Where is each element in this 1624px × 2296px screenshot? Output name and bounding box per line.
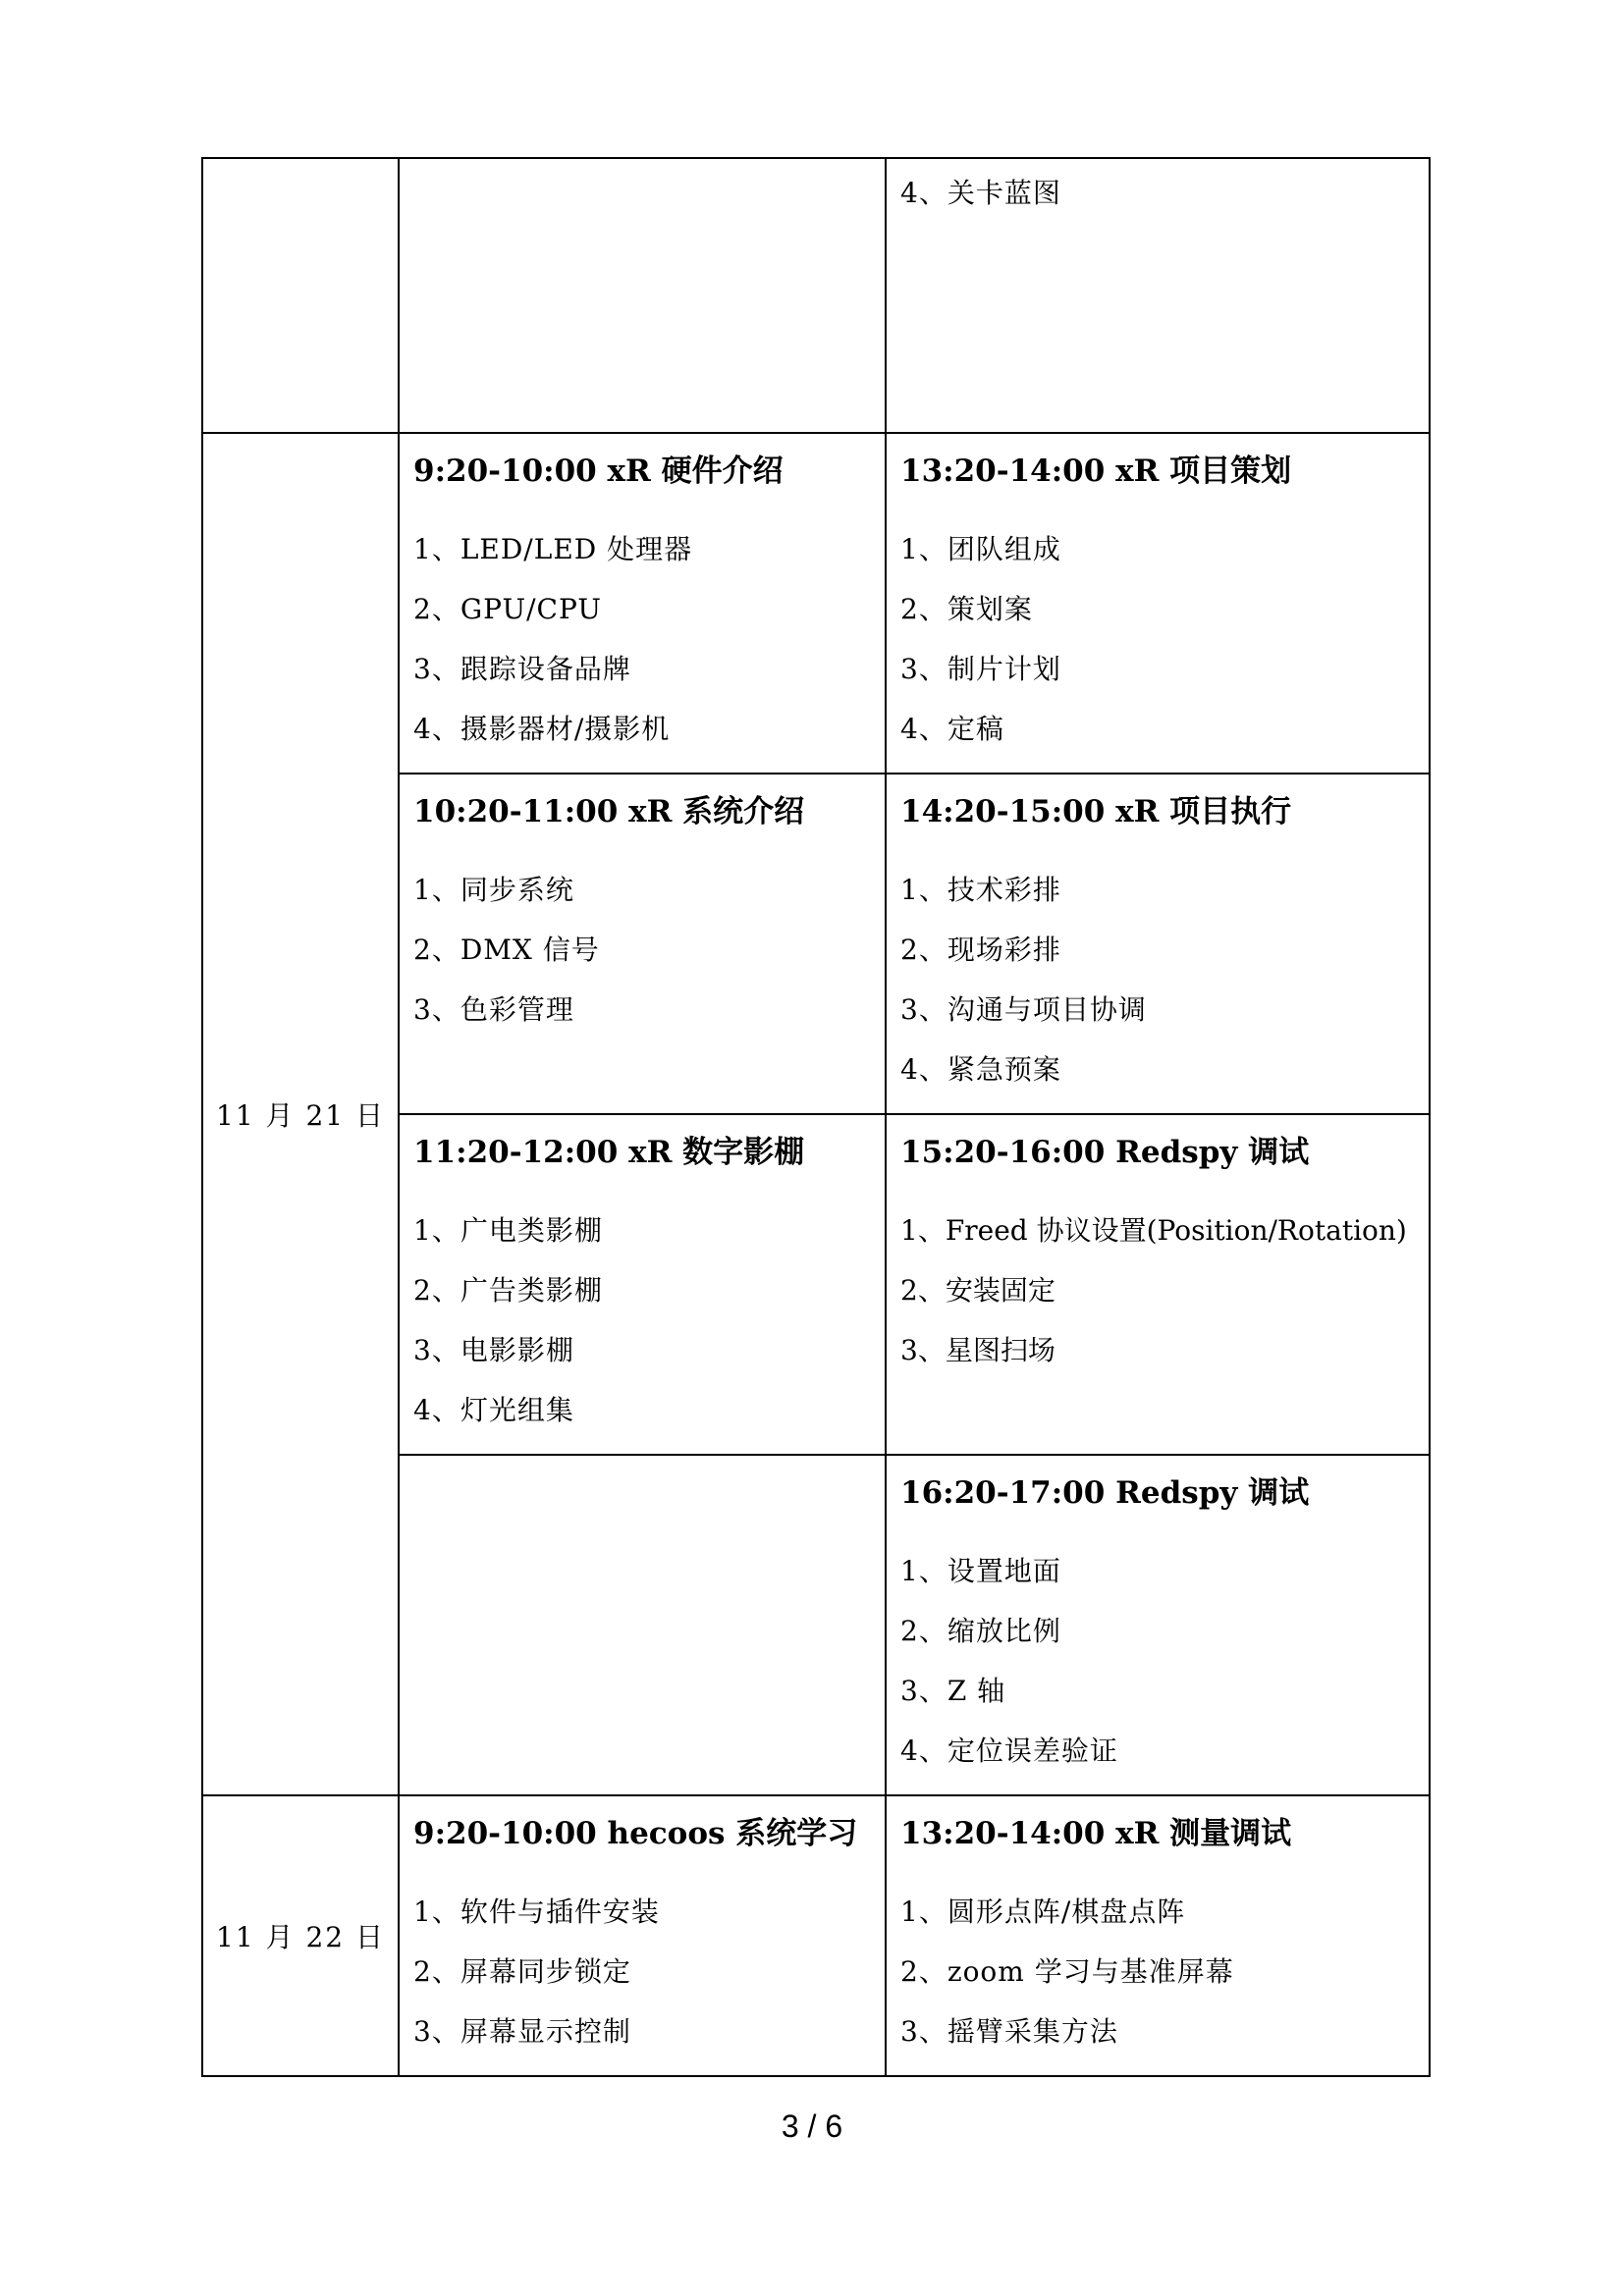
session-cell-empty — [399, 1455, 886, 1795]
session-items — [900, 1896, 1415, 2049]
session-title: 10:20-11:00 xR 系统介绍 — [413, 794, 805, 829]
session-item: 2、现场彩排 — [900, 934, 1061, 966]
session-item: 2、DMX 信号 — [413, 934, 600, 966]
session-item: 4、摄影器材/摄影机 — [413, 713, 671, 745]
session-title: 16:20-17:00 Redspy 调试 — [900, 1475, 1310, 1511]
session-items — [413, 874, 871, 1027]
session-item: 4、定位误差验证 — [900, 1735, 1118, 1767]
session-cell-empty — [399, 158, 886, 433]
session-item: 3、沟通与项目协调 — [900, 993, 1147, 1026]
session-cell — [886, 1114, 1430, 1455]
session-item: 2、缩放比例 — [900, 1615, 1061, 1647]
session-item: 1、LED/LED 处理器 — [413, 533, 693, 565]
session-cell — [886, 433, 1430, 774]
session-item: 3、跟踪设备品牌 — [413, 653, 631, 685]
session-cell — [399, 1795, 886, 2076]
date-cell-empty — [202, 158, 399, 433]
session-item: 1、设置地面 — [900, 1555, 1061, 1587]
session-item: 4、关卡蓝图 — [900, 177, 1061, 209]
table-row — [202, 433, 1430, 774]
schedule-table — [201, 157, 1431, 2077]
session-title: 15:20-16:00 Redspy 调试 — [900, 1135, 1310, 1170]
session-items — [413, 1214, 871, 1427]
session-items — [413, 533, 871, 746]
session-item: 2、策划案 — [900, 593, 1033, 625]
session-title: 9:20-10:00 hecoos 系统学习 — [413, 1816, 858, 1851]
session-item: 1、团队组成 — [900, 533, 1061, 565]
session-item: 2、zoom 学习与基准屏幕 — [900, 1955, 1234, 1988]
session-item: 4、灯光组集 — [413, 1394, 574, 1426]
session-items — [900, 533, 1415, 746]
session-item: 1、Freed 协议设置(Position/Rotation) — [900, 1214, 1407, 1247]
session-item: 3、制片计划 — [900, 653, 1061, 685]
session-item: 4、定稿 — [900, 713, 1004, 745]
session-items — [900, 177, 1415, 210]
session-cell — [399, 774, 886, 1114]
session-cell — [399, 433, 886, 774]
session-item: 1、同步系统 — [413, 874, 574, 906]
session-title: 14:20-15:00 xR 项目执行 — [900, 794, 1292, 829]
table-row — [202, 158, 1430, 433]
session-item: 3、星图扫场 — [900, 1334, 1056, 1366]
table-row — [202, 1795, 1430, 2076]
session-item: 4、紧急预案 — [900, 1053, 1061, 1086]
session-cell — [886, 1455, 1430, 1795]
session-title: 13:20-14:00 xR 项目策划 — [900, 454, 1292, 489]
session-item: 2、GPU/CPU — [413, 593, 602, 625]
date-cell-nov-21: 11 月 21 日 — [202, 433, 399, 1795]
session-items — [900, 1555, 1415, 1768]
session-title: 9:20-10:00 xR 硬件介绍 — [413, 454, 784, 489]
session-item: 2、安装固定 — [900, 1274, 1056, 1307]
session-title: 11:20-12:00 xR 数字影棚 — [413, 1135, 805, 1170]
session-item: 3、摇臂采集方法 — [900, 2015, 1118, 2048]
session-cell — [399, 1114, 886, 1455]
session-item: 2、广告类影棚 — [413, 1274, 603, 1307]
session-items — [900, 874, 1415, 1087]
session-item: 3、电影影棚 — [413, 1334, 574, 1366]
session-item: 1、广电类影棚 — [413, 1214, 603, 1247]
session-item: 3、屏幕显示控制 — [413, 2015, 631, 2048]
session-item: 1、软件与插件安装 — [413, 1896, 660, 1928]
session-items — [900, 1214, 1415, 1367]
date-cell-nov-22: 11 月 22 日 — [202, 1795, 399, 2076]
page-number: 3 / 6 — [781, 2109, 843, 2144]
session-cell — [886, 774, 1430, 1114]
session-cell — [886, 158, 1430, 433]
session-item: 3、Z 轴 — [900, 1675, 1006, 1707]
session-item: 2、屏幕同步锁定 — [413, 1955, 631, 1988]
session-title: 13:20-14:00 xR 测量调试 — [900, 1816, 1292, 1851]
session-item: 3、色彩管理 — [413, 993, 574, 1026]
session-items — [413, 1896, 871, 2049]
session-item: 1、圆形点阵/棋盘点阵 — [900, 1896, 1186, 1928]
session-cell — [886, 1795, 1430, 2076]
session-item: 1、技术彩排 — [900, 874, 1061, 906]
